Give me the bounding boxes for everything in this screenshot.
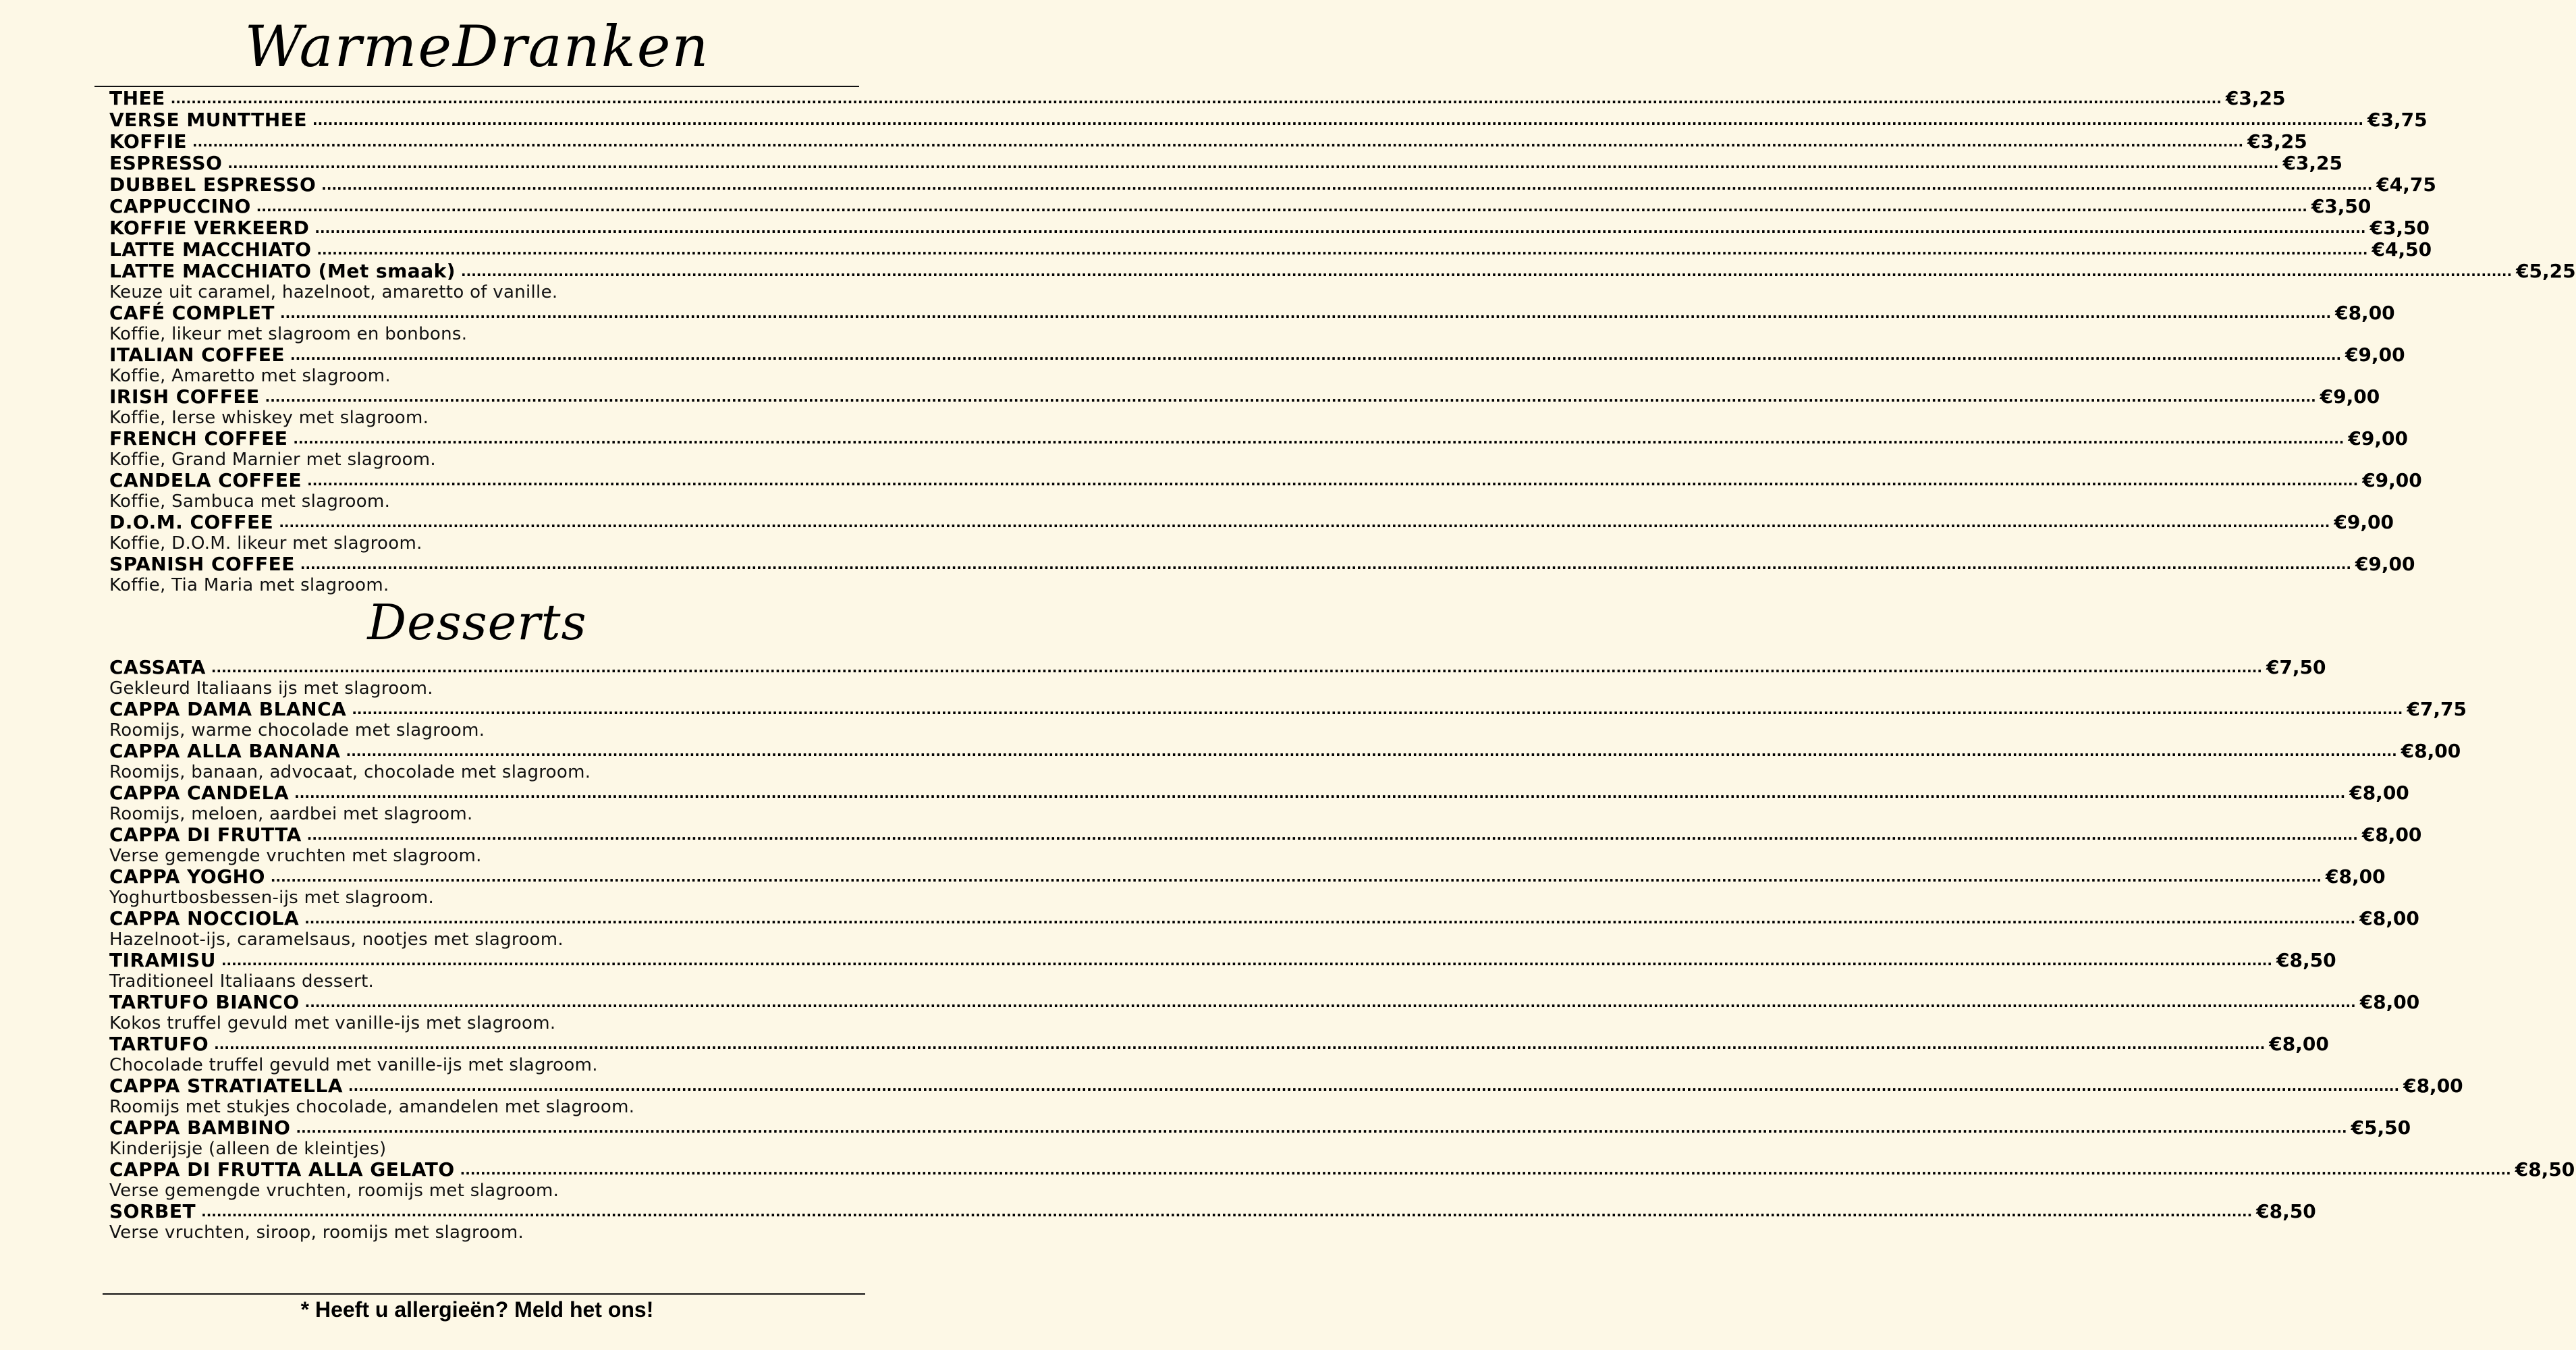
menu-item-price: €3,75	[2367, 109, 2428, 131]
menu-item-description: Koffie, Tia Maria met slagroom.	[109, 575, 389, 595]
menu-item-name: CAPPUCCINO	[109, 195, 251, 217]
menu-item-description: Kokos truffel gevuld met vanille-ijs met slagroom.	[109, 1013, 556, 1033]
menu-item-row	[109, 152, 2343, 174]
dot-leader: ................................................................................................................................................................................................................................................................................................................................................................................................................	[290, 347, 2342, 363]
menu-item-name: LATTE MACCHIATO	[109, 238, 312, 261]
menu-item-row	[109, 109, 2428, 131]
dot-leader: ................................................................................................................................................................................................................................................................................................................................................................................................................	[201, 1204, 2253, 1220]
dot-leader: ................................................................................................................................................................................................................................................................................................................................................................................................................	[307, 473, 2359, 489]
menu-item-name: CANDELA COFFEE	[109, 469, 302, 491]
menu-item-name: CASSATA	[109, 656, 206, 678]
warm-drinks-list	[109, 87, 2576, 595]
menu-item-name: CAPPA NOCCIOLA	[109, 907, 300, 929]
menu-item-row	[109, 1200, 2316, 1222]
menu-item-description: Koffie, Ierse whiskey met slagroom.	[109, 408, 429, 428]
menu-item-price: €5,50	[2351, 1116, 2411, 1139]
menu-item-row	[109, 130, 2307, 153]
menu-item-price: €3,25	[2282, 152, 2343, 174]
menu-item-name: CAPPA BAMBINO	[109, 1116, 291, 1139]
dot-leader: ................................................................................................................................................................................................................................................................................................................................................................................................................	[211, 659, 2262, 676]
menu-item	[109, 553, 2415, 595]
menu-item-row	[109, 1158, 2575, 1181]
menu-item	[109, 698, 2467, 740]
menu-item-price: €8,00	[2359, 991, 2420, 1013]
menu-item	[109, 173, 2436, 196]
menu-item-price: €8,50	[2276, 949, 2336, 971]
dot-leader: ................................................................................................................................................................................................................................................................................................................................................................................................................	[296, 1120, 2347, 1136]
menu-item	[109, 109, 2428, 131]
menu-item-row	[109, 1033, 2329, 1055]
dot-leader: ................................................................................................................................................................................................................................................................................................................................................................................................................	[304, 994, 2356, 1010]
menu-item-name: VERSE MUNTTHEE	[109, 109, 307, 131]
dot-leader: ................................................................................................................................................................................................................................................................................................................................................................................................................	[256, 198, 2307, 215]
menu-item-row	[109, 427, 2408, 450]
menu-item-price: €5,25	[2516, 260, 2576, 282]
menu-item-name: DUBBEL ESPRESSO	[109, 173, 317, 196]
menu-item-description: Roomijs, warme chocolade met slagroom.	[109, 720, 485, 740]
menu-item-row	[109, 740, 2461, 762]
dot-leader: ................................................................................................................................................................................................................................................................................................................................................................................................................	[192, 134, 2244, 150]
menu-item-row	[109, 824, 2422, 846]
menu-item-row	[109, 217, 2430, 239]
menu-item-description: Koffie, Grand Marnier met slagroom.	[109, 450, 436, 470]
menu-item-description: Koffie, likeur met slagroom en bonbons.	[109, 324, 468, 344]
menu-item-price: €9,00	[2334, 511, 2394, 533]
menu-item-name: CAPPA YOGHO	[109, 865, 265, 888]
menu-item-row	[109, 782, 2409, 804]
dot-leader: ................................................................................................................................................................................................................................................................................................................................................................................................................	[352, 701, 2403, 718]
top-divider	[94, 86, 859, 87]
menu-item-price: €9,00	[2355, 553, 2415, 575]
dot-leader: ................................................................................................................................................................................................................................................................................................................................................................................................................	[348, 1078, 2400, 1094]
menu-item-description: Keuze uit caramel, hazelnoot, amaretto of vanille.	[109, 282, 558, 302]
menu-item-price: €9,00	[2320, 385, 2380, 408]
menu-item-row	[109, 656, 2326, 678]
menu-item-name: SPANISH COFFEE	[109, 553, 295, 575]
menu-item-name: THEE	[109, 87, 165, 109]
menu-item-description: Verse gemengde vruchten, roomijs met slagroom.	[109, 1181, 559, 1201]
menu-item	[109, 217, 2430, 239]
menu-item-description: Traditioneel Italiaans dessert.	[109, 971, 375, 992]
dot-leader: ................................................................................................................................................................................................................................................................................................................................................................................................................	[227, 155, 2279, 171]
menu-item-description: Verse gemengde vruchten met slagroom.	[109, 846, 482, 866]
menu-item	[109, 152, 2343, 174]
menu-item-description: Chocolade truffel gevuld met vanille-ijs met slagroom.	[109, 1055, 598, 1075]
menu-item-price: €8,50	[2515, 1158, 2575, 1181]
menu-item-price: €8,00	[2349, 782, 2409, 804]
menu-item-name: ESPRESSO	[109, 152, 223, 174]
menu-item	[109, 260, 2576, 302]
menu-item	[109, 949, 2336, 992]
menu-item	[109, 238, 2432, 261]
menu-item-name: FRENCH COFFEE	[109, 427, 288, 450]
menu-item-row	[109, 195, 2372, 217]
menu-item-name: CAFÉ COMPLET	[109, 302, 275, 324]
dot-leader: ................................................................................................................................................................................................................................................................................................................................................................................................................	[314, 220, 2366, 236]
menu-item	[109, 824, 2422, 866]
dot-leader: ................................................................................................................................................................................................................................................................................................................................................................................................................	[270, 869, 2322, 885]
menu-item-description: Kinderijsje (alleen de kleintjes)	[109, 1139, 387, 1159]
menu-item-name: KOFFIE VERKEERD	[109, 217, 310, 239]
menu-item	[109, 740, 2461, 782]
menu-item-row	[109, 865, 2386, 888]
menu-item-price: €9,00	[2348, 427, 2408, 450]
dot-leader: ................................................................................................................................................................................................................................................................................................................................................................................................................	[221, 952, 2272, 969]
menu-item-price: €3,50	[2311, 195, 2372, 217]
menu-item-price: €9,00	[2362, 469, 2422, 491]
dot-leader: ................................................................................................................................................................................................................................................................................................................................................................................................................	[293, 431, 2345, 447]
menu-item-row	[109, 238, 2432, 261]
dot-leader: ................................................................................................................................................................................................................................................................................................................................................................................................................	[265, 389, 2316, 405]
menu-item-description: Yoghurtbosbessen-ijs met slagroom.	[109, 888, 435, 908]
menu-item-row	[109, 87, 2286, 109]
menu-item-price: €3,50	[2369, 217, 2430, 239]
menu-item-row	[109, 991, 2420, 1013]
menu-item-description: Roomijs met stukjes chocolade, amandelen met slagroom.	[109, 1097, 635, 1117]
menu-item	[109, 1200, 2316, 1243]
menu-item-price: €8,00	[2401, 740, 2461, 762]
bottom-divider	[103, 1293, 865, 1295]
menu-item	[109, 344, 2405, 386]
menu-item	[109, 1158, 2575, 1201]
menu-item-name: CAPPA STRATIATELLA	[109, 1075, 344, 1097]
dot-leader: ................................................................................................................................................................................................................................................................................................................................................................................................................	[304, 911, 2356, 927]
dot-leader: ................................................................................................................................................................................................................................................................................................................................................................................................................	[312, 112, 2364, 128]
menu-item-name: TARTUFO BIANCO	[109, 991, 300, 1013]
menu-item-price: €8,00	[2335, 302, 2395, 324]
dot-leader: ................................................................................................................................................................................................................................................................................................................................................................................................................	[306, 827, 2358, 843]
menu-item-name: CAPPA DI FRUTTA ALLA GELATO	[109, 1158, 455, 1181]
menu-item-name: CAPPA DI FRUTTA	[109, 824, 302, 846]
menu-item-description: Roomijs, meloen, aardbei met slagroom.	[109, 804, 473, 824]
menu-item-description: Koffie, D.O.M. likeur met slagroom.	[109, 533, 422, 554]
menu-item-name: IRISH COFFEE	[109, 385, 260, 408]
desserts-title: Desserts	[367, 594, 587, 651]
menu-item-price: €9,00	[2345, 344, 2405, 366]
menu-item	[109, 907, 2419, 950]
dot-leader: ................................................................................................................................................................................................................................................................................................................................................................................................................	[280, 305, 2332, 321]
menu-item	[109, 385, 2380, 428]
menu-item-name: LATTE MACCHIATO (Met smaak)	[109, 260, 456, 282]
menu-item-price: €7,75	[2407, 698, 2467, 720]
menu-item	[109, 302, 2395, 344]
menu-item-row	[109, 173, 2436, 196]
menu-item-row	[109, 385, 2380, 408]
menu-item-row	[109, 511, 2394, 533]
dot-leader: ................................................................................................................................................................................................................................................................................................................................................................................................................	[170, 90, 2222, 107]
menu-item-row	[109, 302, 2395, 324]
menu-item-price: €8,00	[2361, 824, 2422, 846]
menu-item-row	[109, 907, 2419, 929]
menu-item-description: Roomijs, banaan, advocaat, chocolade met slagroom.	[109, 762, 591, 782]
menu-item-description: Koffie, Amaretto met slagroom.	[109, 366, 391, 386]
menu-item-price: €8,00	[2269, 1033, 2329, 1055]
menu-item-name: TARTUFO	[109, 1033, 209, 1055]
dot-leader: ................................................................................................................................................................................................................................................................................................................................................................................................................	[279, 514, 2330, 531]
menu-item	[109, 656, 2326, 699]
dot-leader: ................................................................................................................................................................................................................................................................................................................................................................................................................	[346, 743, 2397, 759]
menu-item-name: KOFFIE	[109, 130, 188, 153]
dot-leader: ................................................................................................................................................................................................................................................................................................................................................................................................................	[321, 177, 2373, 193]
menu-item	[109, 1075, 2463, 1117]
menu-item	[109, 782, 2409, 824]
menu-item-description: Koffie, Sambuca met slagroom.	[109, 491, 391, 512]
dot-leader: ................................................................................................................................................................................................................................................................................................................................................................................................................	[214, 1036, 2266, 1052]
menu-item-price: €7,50	[2266, 656, 2326, 678]
menu-item	[109, 195, 2372, 217]
menu-item-row	[109, 1075, 2463, 1097]
menu-item-name: CAPPA CANDELA	[109, 782, 290, 804]
menu-item-row	[109, 344, 2405, 366]
menu-item-name: SORBET	[109, 1200, 196, 1222]
menu-item-price: €3,25	[2225, 87, 2286, 109]
menu-item	[109, 427, 2408, 470]
menu-item	[109, 1116, 2411, 1159]
dot-leader: ................................................................................................................................................................................................................................................................................................................................................................................................................	[300, 556, 2351, 572]
menu-item-price: €8,00	[2403, 1075, 2463, 1097]
menu-item-price: €4,75	[2376, 173, 2436, 196]
menu-item-row	[109, 1116, 2411, 1139]
dot-leader: ................................................................................................................................................................................................................................................................................................................................................................................................................	[317, 242, 2368, 258]
menu-item-name: CAPPA ALLA BANANA	[109, 740, 341, 762]
menu-item	[109, 991, 2420, 1033]
menu-item-price: €8,00	[2325, 865, 2386, 888]
menu-item-price: €3,25	[2247, 130, 2307, 153]
menu-item	[109, 511, 2394, 554]
menu-item	[109, 469, 2422, 512]
menu-item	[109, 865, 2386, 908]
menu-item	[109, 87, 2286, 109]
menu-item-row	[109, 698, 2467, 720]
menu-item-row	[109, 260, 2576, 282]
menu-item-name: TIRAMISU	[109, 949, 216, 971]
dot-leader: ................................................................................................................................................................................................................................................................................................................................................................................................................	[460, 1162, 2511, 1178]
menu-item-price: €8,50	[2256, 1200, 2316, 1222]
menu-item-price: €4,50	[2372, 238, 2432, 261]
dot-leader: ................................................................................................................................................................................................................................................................................................................................................................................................................	[461, 263, 2513, 279]
menu-item-name: ITALIAN COFFEE	[109, 344, 285, 366]
menu-item-description: Gekleurd Italiaans ijs met slagroom.	[109, 678, 433, 699]
menu-item-name: CAPPA DAMA BLANCA	[109, 698, 347, 720]
menu-item-row	[109, 949, 2336, 971]
menu-item	[109, 130, 2307, 153]
dot-leader: ................................................................................................................................................................................................................................................................................................................................................................................................................	[294, 785, 2346, 801]
menu-item-price: €8,00	[2359, 907, 2419, 929]
menu-item-name: D.O.M. COFFEE	[109, 511, 274, 533]
allergy-notice: * Heeft u allergieën? Meld het ons!	[300, 1297, 654, 1322]
menu-item-description: Verse vruchten, siroop, roomijs met slagroom.	[109, 1222, 524, 1243]
menu-item-description: Hazelnoot-ijs, caramelsaus, nootjes met slagroom.	[109, 929, 564, 950]
menu-item-row	[109, 553, 2415, 575]
warm-drinks-title: WarmeDranken	[244, 14, 710, 80]
menu-item	[109, 1033, 2329, 1075]
menu-item-row	[109, 469, 2422, 491]
desserts-list	[109, 656, 2575, 1243]
